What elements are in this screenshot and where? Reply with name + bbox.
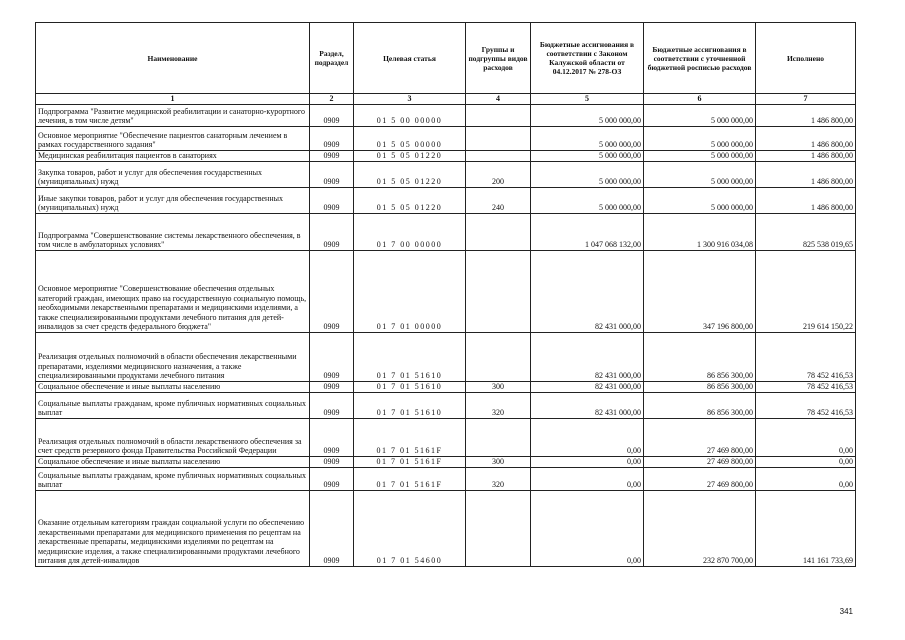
row-refined: 27 469 800,00 <box>644 456 756 467</box>
table-row <box>36 332 856 381</box>
column-number: 4 <box>466 94 531 105</box>
row-refined: 347 196 800,00 <box>644 250 756 332</box>
table-row <box>36 250 856 332</box>
row-name: Закупка товаров, работ и услуг для обеспечения государственных (муниципальных) нужд <box>36 161 310 187</box>
row-executed: 1 486 800,00 <box>756 161 856 187</box>
row-name: Подпрограмма "Совершенствование системы лекарственного обеспечения, в том числе в амбулаторных условиях" <box>36 213 310 250</box>
row-refined: 5 000 000,00 <box>644 150 756 161</box>
row-group <box>466 104 531 126</box>
row-section: 0909 <box>310 456 354 467</box>
page-number: 341 <box>839 607 853 616</box>
table-row <box>36 161 856 187</box>
column-number: 7 <box>756 94 856 105</box>
row-target: 01 5 05 01220 <box>354 161 466 187</box>
row-group: 200 <box>466 161 531 187</box>
row-target: 01 5 00 00000 <box>354 104 466 126</box>
row-law: 5 000 000,00 <box>531 126 644 150</box>
table-body <box>36 104 856 566</box>
row-refined: 5 000 000,00 <box>644 104 756 126</box>
row-target: 01 7 01 00000 <box>354 250 466 332</box>
row-section: 0909 <box>310 213 354 250</box>
header-section: Раздел, подраздел <box>310 23 354 94</box>
row-law: 82 431 000,00 <box>531 392 644 418</box>
row-executed: 825 538 019,65 <box>756 213 856 250</box>
table-row <box>36 418 856 456</box>
table-row <box>36 213 856 250</box>
row-section: 0909 <box>310 250 354 332</box>
table-row <box>36 126 856 150</box>
table-row <box>36 381 856 392</box>
row-name: Подпрограмма "Развитие медицинской реабилитации и санаторно-курортного лечения, в том числе детям" <box>36 104 310 126</box>
row-target: 01 7 01 51610 <box>354 381 466 392</box>
table-row <box>36 490 856 566</box>
row-executed: 219 614 150,22 <box>756 250 856 332</box>
row-group <box>466 490 531 566</box>
row-executed: 78 452 416,53 <box>756 392 856 418</box>
row-section: 0909 <box>310 126 354 150</box>
row-law: 1 047 068 132,00 <box>531 213 644 250</box>
row-law: 5 000 000,00 <box>531 104 644 126</box>
row-refined: 5 000 000,00 <box>644 126 756 150</box>
row-executed: 0,00 <box>756 467 856 490</box>
table-row <box>36 150 856 161</box>
header-refined: Бюджетные ассигнования в соответствии с уточненной бюджетной росписью расходов <box>644 23 756 94</box>
table-row <box>36 456 856 467</box>
row-group: 300 <box>466 456 531 467</box>
row-target: 01 7 01 51610 <box>354 392 466 418</box>
table-row <box>36 392 856 418</box>
row-section: 0909 <box>310 490 354 566</box>
row-section: 0909 <box>310 381 354 392</box>
row-refined: 5 000 000,00 <box>644 161 756 187</box>
row-law: 0,00 <box>531 456 644 467</box>
row-group <box>466 150 531 161</box>
header-executed: Исполнено <box>756 23 856 94</box>
row-name: Реализация отдельных полномочий в области обеспечения лекарственными препаратами, изделиями медицинского назначения, а также специализированными продуктами лечебного питания <box>36 332 310 381</box>
row-executed: 0,00 <box>756 418 856 456</box>
row-executed: 1 486 800,00 <box>756 126 856 150</box>
row-refined: 86 856 300,00 <box>644 392 756 418</box>
row-target: 01 7 00 00000 <box>354 213 466 250</box>
column-number: 3 <box>354 94 466 105</box>
row-section: 0909 <box>310 418 354 456</box>
row-group <box>466 250 531 332</box>
row-name: Иные закупки товаров, работ и услуг для обеспечения государственных (муниципальных) нужд <box>36 187 310 213</box>
row-law: 5 000 000,00 <box>531 161 644 187</box>
row-target: 01 7 01 51610 <box>354 332 466 381</box>
column-number: 5 <box>531 94 644 105</box>
row-law: 5 000 000,00 <box>531 187 644 213</box>
row-target: 01 7 01 5161F <box>354 467 466 490</box>
row-name: Основное мероприятие "Совершенствование обеспечения отдельных категорий граждан, имеющих право на государственную социальную помощь, необходимыми лекарственными препаратами и медицинскими изделиями, а также специализированными продуктами лечебного питания для детей-инвалидов за счет средств федерального бюджета" <box>36 250 310 332</box>
table-row <box>36 187 856 213</box>
row-executed: 0,00 <box>756 456 856 467</box>
row-section: 0909 <box>310 187 354 213</box>
row-group <box>466 213 531 250</box>
header-target: Целевая статья <box>354 23 466 94</box>
row-group: 300 <box>466 381 531 392</box>
row-section: 0909 <box>310 332 354 381</box>
row-refined: 5 000 000,00 <box>644 187 756 213</box>
column-number: 2 <box>310 94 354 105</box>
row-refined: 1 300 916 034,08 <box>644 213 756 250</box>
row-law: 82 431 000,00 <box>531 332 644 381</box>
row-group <box>466 126 531 150</box>
table-row <box>36 467 856 490</box>
row-group <box>466 418 531 456</box>
row-refined: 232 870 700,00 <box>644 490 756 566</box>
row-name: Социальное обеспечение и иные выплаты населению <box>36 381 310 392</box>
row-refined: 27 469 800,00 <box>644 467 756 490</box>
table-row <box>36 104 856 126</box>
row-target: 01 5 05 01220 <box>354 150 466 161</box>
row-name: Социальные выплаты гражданам, кроме публичных нормативных социальных выплат <box>36 467 310 490</box>
row-name: Социальное обеспечение и иные выплаты населению <box>36 456 310 467</box>
header-row <box>36 23 856 94</box>
row-section: 0909 <box>310 392 354 418</box>
row-name: Оказание отдельным категориям граждан социальной услуги по обеспечению лекарственными препаратами для медицинского применения по рецептам на лекарственные препараты, медицинскими изделиями по рецептам на медицинские изделия, а также специализированными продуктами лечебного питания для детей-инвалидов <box>36 490 310 566</box>
row-executed: 1 486 800,00 <box>756 104 856 126</box>
column-number: 1 <box>36 94 310 105</box>
row-group <box>466 332 531 381</box>
row-target: 01 7 01 5161F <box>354 456 466 467</box>
column-number: 6 <box>644 94 756 105</box>
column-number-row <box>36 94 856 105</box>
row-group: 320 <box>466 467 531 490</box>
row-law: 82 431 000,00 <box>531 250 644 332</box>
row-name: Основное мероприятие "Обеспечение пациентов санаторным лечением в рамках государственного задания" <box>36 126 310 150</box>
row-law: 82 431 000,00 <box>531 381 644 392</box>
row-section: 0909 <box>310 161 354 187</box>
row-refined: 86 856 300,00 <box>644 381 756 392</box>
row-executed: 78 452 416,53 <box>756 381 856 392</box>
row-group: 320 <box>466 392 531 418</box>
row-name: Реализация отдельных полномочий в области лекарственного обеспечения за счет средств резервного фонда Правительства Российской Федерации <box>36 418 310 456</box>
row-law: 5 000 000,00 <box>531 150 644 161</box>
row-law: 0,00 <box>531 418 644 456</box>
row-executed: 78 452 416,53 <box>756 332 856 381</box>
row-refined: 86 856 300,00 <box>644 332 756 381</box>
row-target: 01 7 01 54600 <box>354 490 466 566</box>
row-executed: 141 161 733,69 <box>756 490 856 566</box>
row-target: 01 5 05 00000 <box>354 126 466 150</box>
row-name: Социальные выплаты гражданам, кроме публичных нормативных социальных выплат <box>36 392 310 418</box>
row-refined: 27 469 800,00 <box>644 418 756 456</box>
row-name: Медицинская реабилитация пациентов в санаториях <box>36 150 310 161</box>
row-target: 01 5 05 01220 <box>354 187 466 213</box>
row-executed: 1 486 800,00 <box>756 150 856 161</box>
header-law: Бюджетные ассигнования в соответствии с Законом Калужской области от 04.12.2017 № 278-ОЗ <box>531 23 644 94</box>
row-law: 0,00 <box>531 490 644 566</box>
header-groups: Группы и подгруппы видов расходов <box>466 23 531 94</box>
row-law: 0,00 <box>531 467 644 490</box>
row-target: 01 7 01 5161F <box>354 418 466 456</box>
budget-table <box>35 22 856 567</box>
row-group: 240 <box>466 187 531 213</box>
row-section: 0909 <box>310 104 354 126</box>
row-section: 0909 <box>310 467 354 490</box>
row-section: 0909 <box>310 150 354 161</box>
header-name: Наименование <box>36 23 310 94</box>
row-executed: 1 486 800,00 <box>756 187 856 213</box>
